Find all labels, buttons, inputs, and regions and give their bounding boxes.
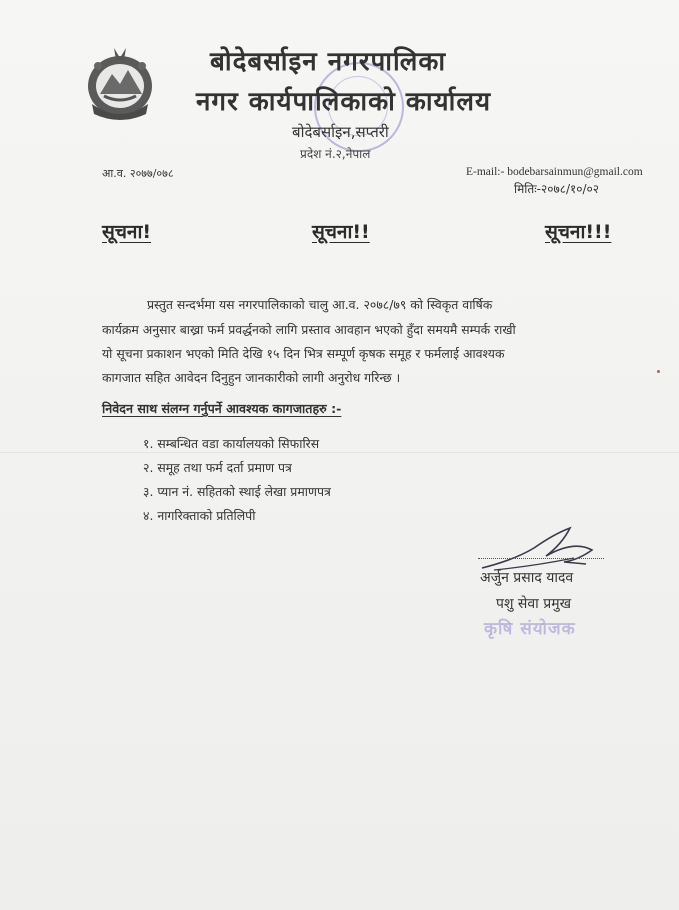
nepal-government-emblem-icon — [84, 44, 156, 120]
body-line-3: यो सूचना प्रकाशन भएको मिति देखि १५ दिन भित्र सम्पूर्ण कृषक समूह र फर्मलाई आवश्यक — [102, 346, 505, 361]
body-line-2: कार्यक्रम अनुसार बाख्रा फर्म प्रवर्द्धनको लागि प्रस्ताव आवहान भएको हुँदा समयमै सम्पर्क राखी — [102, 322, 516, 337]
document-item: २. समूह तथा फर्म दर्ता प्रमाण पत्र — [143, 460, 292, 475]
document-item: १. सम्बन्धित वडा कार्यालयको सिफारिस — [143, 436, 320, 451]
notice-heading-1: सूचना! — [102, 221, 152, 243]
paper-fold-line — [0, 452, 679, 453]
office-location: बोदेबर्साइन,सप्तरी — [292, 123, 389, 141]
coordinator-stamp: कृषि संयोजक — [484, 619, 576, 639]
contact-email: E-mail:- bodebarsainmun@gmail.com — [466, 166, 643, 178]
letter-date: मितिः-२०७८/१०/०२ — [514, 182, 599, 196]
province: प्रदेश नं.२,नेपाल — [300, 147, 371, 161]
documents-heading: निवेदन साथ संलग्न गर्नुपर्ने आवश्यक कागजातहरु :- — [102, 401, 342, 416]
fiscal-year: आ.व. २०७७/०७८ — [102, 167, 174, 180]
body-line-1: प्रस्तुत सन्दर्भमा यस नगरपालिकाको चालु आ.व. २०७८/७९ को स्विकृत वार्षिक — [147, 297, 493, 312]
document-item: ३. प्यान नं. सहितको स्थाई लेखा प्रमाणपत्र — [143, 484, 331, 499]
signatory-name: अर्जुन प्रसाद यादव — [480, 570, 574, 586]
signatory-title: पशु सेवा प्रमुख — [496, 596, 572, 612]
notice-heading-2: सूचना!! — [312, 221, 370, 243]
paper-speck — [657, 370, 660, 373]
organization-name: बोदेबर्साइन नगरपालिका — [210, 47, 447, 77]
body-line-4: कागजात सहित आवेदन दिनुहुन जानकारीको लागी अनुरोध गरिन्छ । — [102, 370, 401, 385]
office-name: नगर कार्यपालिकाको कार्यालय — [196, 87, 492, 117]
notice-heading-3: सूचना!!! — [545, 221, 612, 243]
document-item: ४. नागरिक्ताको प्रतिलिपी — [143, 508, 256, 523]
signature-line — [478, 558, 604, 559]
